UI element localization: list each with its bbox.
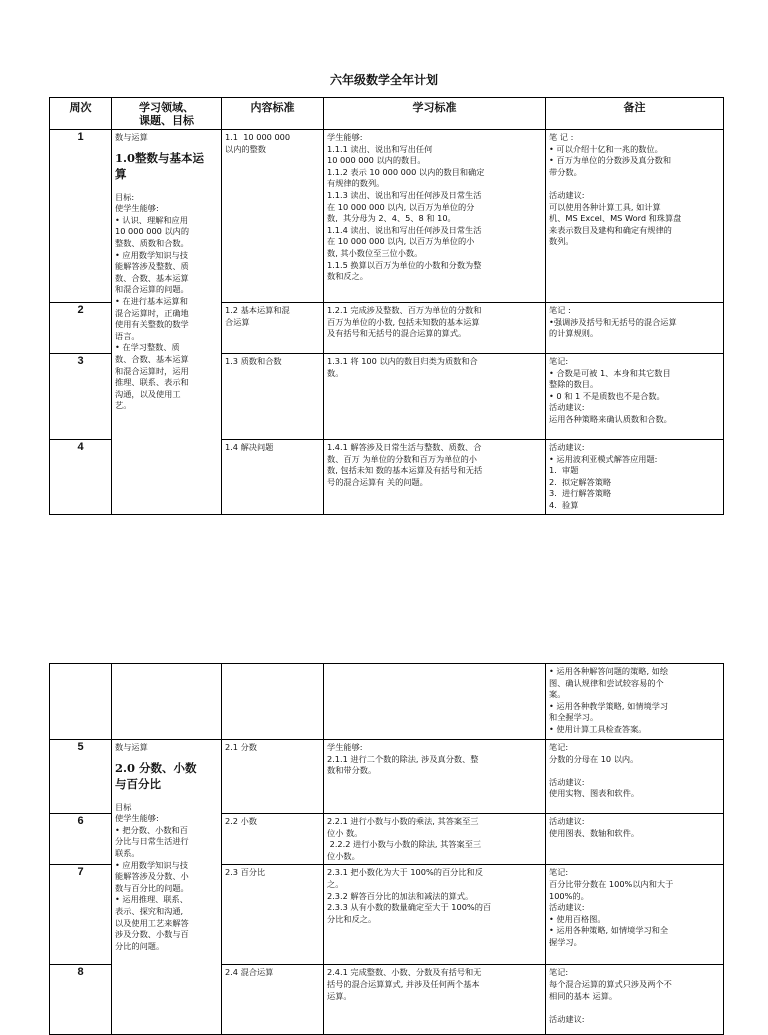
topic-title: 1.0整数与基本运 算	[115, 150, 205, 181]
content-cell	[222, 814, 324, 865]
text-line: 号的混合运算有 关的问题。	[327, 476, 428, 487]
text-line: • 把分数、小数和百	[115, 824, 188, 835]
text-line: 能解答涉及分数、小	[115, 871, 189, 882]
text-line: 1.3 质数和合数	[225, 356, 282, 366]
text-line: 活动建议:	[549, 402, 585, 413]
text-line: 可以使用各种计算工具, 如计算	[549, 201, 661, 212]
text-line: 笔 记 :	[549, 132, 574, 142]
text-line: 1.1.1 读出、说出和写出任何	[327, 143, 433, 154]
text-line: 括号的混合运算算式, 并涉及任何两个基本	[327, 978, 480, 989]
text-line: • 使用百格图。	[549, 913, 606, 924]
standard-cell	[324, 865, 546, 965]
text-line: 数和带分数。	[327, 765, 377, 776]
text-line: 目标:	[115, 191, 135, 202]
text-line: 2.1 分数	[225, 742, 257, 752]
plan-table-1	[49, 97, 724, 515]
standard-cell	[324, 354, 546, 440]
text-line: 分比与日常生活进行	[115, 836, 189, 847]
blank-cell	[50, 664, 112, 740]
text-line: 运算。	[327, 990, 352, 1001]
notes-cell	[546, 354, 724, 440]
text-line: 数与百分比的问题。	[115, 882, 189, 893]
text-line: •强调涉及括号和无括号的混合运算	[549, 316, 677, 327]
text-line: 和全握学习。	[549, 712, 599, 723]
text-line: • 运用各种解答问题的策略, 如绘	[549, 666, 669, 676]
text-line: 1.1.2 表示 10 000 000 以内的数目和确定	[327, 166, 485, 177]
text-line: 位小数。	[327, 850, 360, 861]
notes-cell	[546, 740, 724, 814]
content-cell	[222, 303, 324, 354]
text-line: 笔记:	[549, 356, 569, 366]
text-line: 表示、探究和沟通,	[115, 905, 184, 916]
text-line: 联系。	[115, 847, 140, 858]
text-line: 及有括号和无括号的混合运算的算式。	[327, 328, 467, 339]
text-line: 相同的基本 运算。	[549, 990, 618, 1001]
text-line: 2.3.1 把小数化为大于 100%的百分比和反	[327, 867, 483, 878]
text-line: • 运用各种策略, 如情境学习和全	[549, 925, 669, 936]
text-line: 每个混合运算的算式只涉及两个不	[549, 978, 672, 989]
text-line: 1.1.4 读出、说出和写出任何涉及日常生活	[327, 224, 482, 235]
content-cell	[222, 440, 324, 515]
text-line: 活动建议:	[549, 1013, 585, 1024]
week-cell: 3	[50, 354, 112, 440]
week-cell: 6	[50, 814, 112, 865]
text-line: 学生能够:	[327, 742, 363, 752]
text-line: • 0 和 1 不是质数也不是合数。	[549, 390, 665, 401]
text-line: • 百万为单位的分数涉及真分数和	[549, 155, 672, 166]
domain-cell	[112, 130, 222, 515]
text-line: 数, 包括未知 数的基本运算及有括号和无括	[327, 465, 483, 476]
text-line: 的计算规则。	[549, 328, 599, 339]
content-cell	[222, 965, 324, 1035]
text-line: • 可以介绍十亿和一兆的数位。	[549, 143, 663, 154]
text-line: 2. 拟定解答策略	[549, 476, 612, 487]
text-line: 2.3.3 从有小数的数量确定至大于 100%的百	[327, 902, 492, 913]
text-line: 分比和反之。	[327, 913, 377, 924]
text-line: 活动建议:	[549, 902, 585, 913]
notes-cell	[546, 814, 724, 865]
text-line: 使用图表、数轴和软件。	[549, 827, 640, 838]
page-title: 六年级数学全年计划	[329, 73, 438, 87]
text-line: 数, 其分母为 2、4、5、8 和 10。	[327, 213, 456, 224]
text-line: 混合运算时，正确地	[115, 307, 189, 318]
text-line: • 认识、理解和应用	[115, 214, 188, 225]
text-line: 1.2 基本运算和混	[225, 305, 290, 315]
text-line: 笔记:	[549, 742, 569, 752]
plan-table-2	[49, 663, 724, 1035]
text-line: 2.1.1 进行二个数的除法, 涉及真分数、整	[327, 753, 479, 764]
header-notes: 备注	[546, 98, 724, 130]
topic-title: 2.0 分数、小数 与百分比	[115, 760, 197, 791]
text-line: 有规律的数列。	[327, 178, 385, 189]
text-line: 涉及分数、小数与百	[115, 929, 189, 940]
text-line: 1.1.3 读出、说出和写出任何涉及日常生活	[327, 189, 482, 200]
header-week: 周次	[50, 98, 112, 130]
text-line: 使学生能够:	[115, 203, 159, 214]
week-cell: 8	[50, 965, 112, 1035]
text-line: 和混合运算的问题。	[115, 284, 189, 295]
text-line: 图、确认规律和尝试较容易的个	[549, 677, 664, 688]
blank-cell	[222, 664, 324, 740]
notes-cell	[546, 440, 724, 515]
text-line: • 在学习整数、质	[115, 342, 180, 353]
text-line: 在 10 000 000 以内, 以百万为单位的小	[327, 236, 475, 247]
text-line: 1.1.5 换算以百万为单位的小数和分数为整	[327, 259, 482, 270]
text-line: 来表示数目及建构和确定有规律的	[549, 224, 672, 235]
standard-cell	[324, 303, 546, 354]
text-line: 使学生能够:	[115, 813, 159, 824]
text-line: 数、百万 为单位的分数和百万为单位的小	[327, 453, 477, 464]
text-line: 2.2.2 进行小数与小数的除法, 其答案至三	[327, 839, 482, 850]
text-line: 1.2.1 完成涉及整数、百万为单位的分数和	[327, 305, 482, 315]
text-line: 笔记:	[549, 867, 569, 878]
text-line: 活动建议:	[549, 189, 585, 200]
text-line: 数、合数、基本运算	[115, 353, 189, 364]
text-line: 在 10 000 000 以内, 以百万为单位的分	[327, 201, 475, 212]
text-line: 数。	[327, 367, 344, 378]
text-line: 学生能够:	[327, 132, 363, 142]
week-cell: 2	[50, 303, 112, 354]
text-line: • 运用推理、联系、	[115, 894, 188, 905]
text-line: 和混合运算时，运用	[115, 365, 189, 376]
standard-cell	[324, 440, 546, 515]
notes-cell	[546, 965, 724, 1035]
text-line: 2.2 小数	[225, 816, 257, 826]
week-cell: 5	[50, 740, 112, 814]
text-line: 3. 进行解答策略	[549, 488, 612, 499]
text-line: 1.4.1 解答涉及日常生活与整数、质数、合	[327, 442, 482, 452]
text-line: 以内的整数	[225, 143, 266, 154]
text-line: 活动建议:	[549, 776, 585, 787]
text-line: 数和反之。	[327, 271, 368, 282]
text-line: 之。	[327, 878, 344, 889]
text-line: 目标	[115, 801, 132, 812]
text-line: 合运算	[225, 316, 250, 327]
text-line: • 运用波利亚模式解答应用题:	[549, 453, 658, 464]
blank-cell	[112, 664, 222, 740]
text-line: 推理、联系、表示和	[115, 377, 189, 388]
text-line: 语言。	[115, 330, 140, 341]
text-line: 使用有关整数的数学	[115, 319, 189, 330]
notes-cell	[546, 130, 724, 303]
text-line: 2.4 混合运算	[225, 967, 274, 978]
notes-cell	[546, 664, 724, 740]
text-line: 笔记:	[549, 967, 569, 978]
text-line	[549, 1002, 720, 1014]
text-line	[549, 178, 720, 190]
text-line: 笔记 :	[549, 305, 571, 315]
text-line: 百分比带分数在 100%以内和大于	[549, 878, 674, 889]
text-line: 10 000 000 以内的	[115, 226, 190, 237]
domain-label: 数与运算	[115, 132, 148, 142]
text-line: 艺。	[115, 400, 132, 411]
text-line: 10 000 000 以内的数目。	[327, 155, 426, 166]
goals-block	[115, 802, 218, 953]
text-line: 以及使用工艺来解答	[115, 917, 189, 928]
text-line: 数, 其小数位至三位小数。	[327, 247, 423, 258]
week-cell: 1	[50, 130, 112, 303]
text-line: 运用各种策略来确认质数和合数。	[549, 413, 672, 424]
week-cell: 4	[50, 440, 112, 515]
content-cell	[222, 354, 324, 440]
text-line: 2.2.1 进行小数与小数的乘法, 其答案至三	[327, 816, 479, 826]
header-domain: 学习领域、 课题、目标	[112, 98, 222, 130]
notes-cell	[546, 303, 724, 354]
text-line: 100%的。	[549, 890, 589, 901]
text-line: 能解答涉及整数、质	[115, 261, 189, 272]
text-line: 分数的分母在 10 以内。	[549, 753, 639, 764]
text-line: 1. 审题	[549, 465, 579, 476]
text-line: • 在进行基本运算和	[115, 295, 188, 306]
text-line: 活动建议:	[549, 442, 585, 452]
text-line: 1.3.1 将 100 以内的数目归类为质数和合	[327, 356, 478, 366]
text-line: 数、合数、基本运算	[115, 272, 189, 283]
text-line: • 应用数学知识与技	[115, 249, 188, 260]
text-line: 带分数。	[549, 166, 582, 177]
text-line: • 运用各种教学策略, 如情境学习	[549, 700, 669, 711]
text-line: 案。	[549, 689, 566, 700]
text-line: 4. 验算	[549, 499, 579, 510]
text-line: 1.1 10 000 000	[225, 132, 291, 142]
text-line: 位小 数。	[327, 827, 363, 838]
domain-cell	[112, 740, 222, 1035]
text-line: 分比的问题。	[115, 940, 165, 951]
text-line	[549, 765, 720, 777]
domain-label: 数与运算	[115, 742, 148, 752]
text-line: 整数、质数和合数。	[115, 237, 189, 248]
notes-cell	[546, 865, 724, 965]
content-cell	[222, 130, 324, 303]
text-line: 2.3 百分比	[225, 867, 266, 878]
text-line: 整除的数目。	[549, 379, 599, 390]
content-cell	[222, 740, 324, 814]
text-line: 握学习。	[549, 936, 582, 947]
text-line: 数列。	[549, 236, 574, 247]
text-line: • 应用数学知识与技	[115, 859, 188, 870]
standard-cell	[324, 965, 546, 1035]
text-line: 沟通，以及使用工	[115, 388, 181, 399]
standard-cell	[324, 814, 546, 865]
text-line: 使用实物、图表和软件。	[549, 788, 640, 799]
header-content: 内容标准	[222, 98, 324, 130]
text-line: 1.4 解决问题	[225, 442, 274, 452]
goals-block	[115, 192, 218, 412]
content-cell	[222, 865, 324, 965]
blank-cell	[324, 664, 546, 740]
text-line: 2.4.1 完成整数、小数、分数及有括号和无	[327, 967, 482, 978]
week-cell: 7	[50, 865, 112, 965]
text-line: 百万为单位的小数, 包括未知数的基本运算	[327, 316, 480, 327]
text-line: 2.3.2 解答百分比的加法和减法的算式。	[327, 890, 474, 901]
text-line: 活动建议:	[549, 816, 585, 826]
text-line: 机、MS Excel、MS Word 和珠算盘	[549, 213, 682, 224]
text-line: • 使用计算工具检查答案。	[549, 723, 647, 734]
text-line: • 合数是可被 1、本身和其它数目	[549, 367, 671, 378]
standard-cell	[324, 740, 546, 814]
standard-cell	[324, 130, 546, 303]
header-standard: 学习标准	[324, 98, 546, 130]
